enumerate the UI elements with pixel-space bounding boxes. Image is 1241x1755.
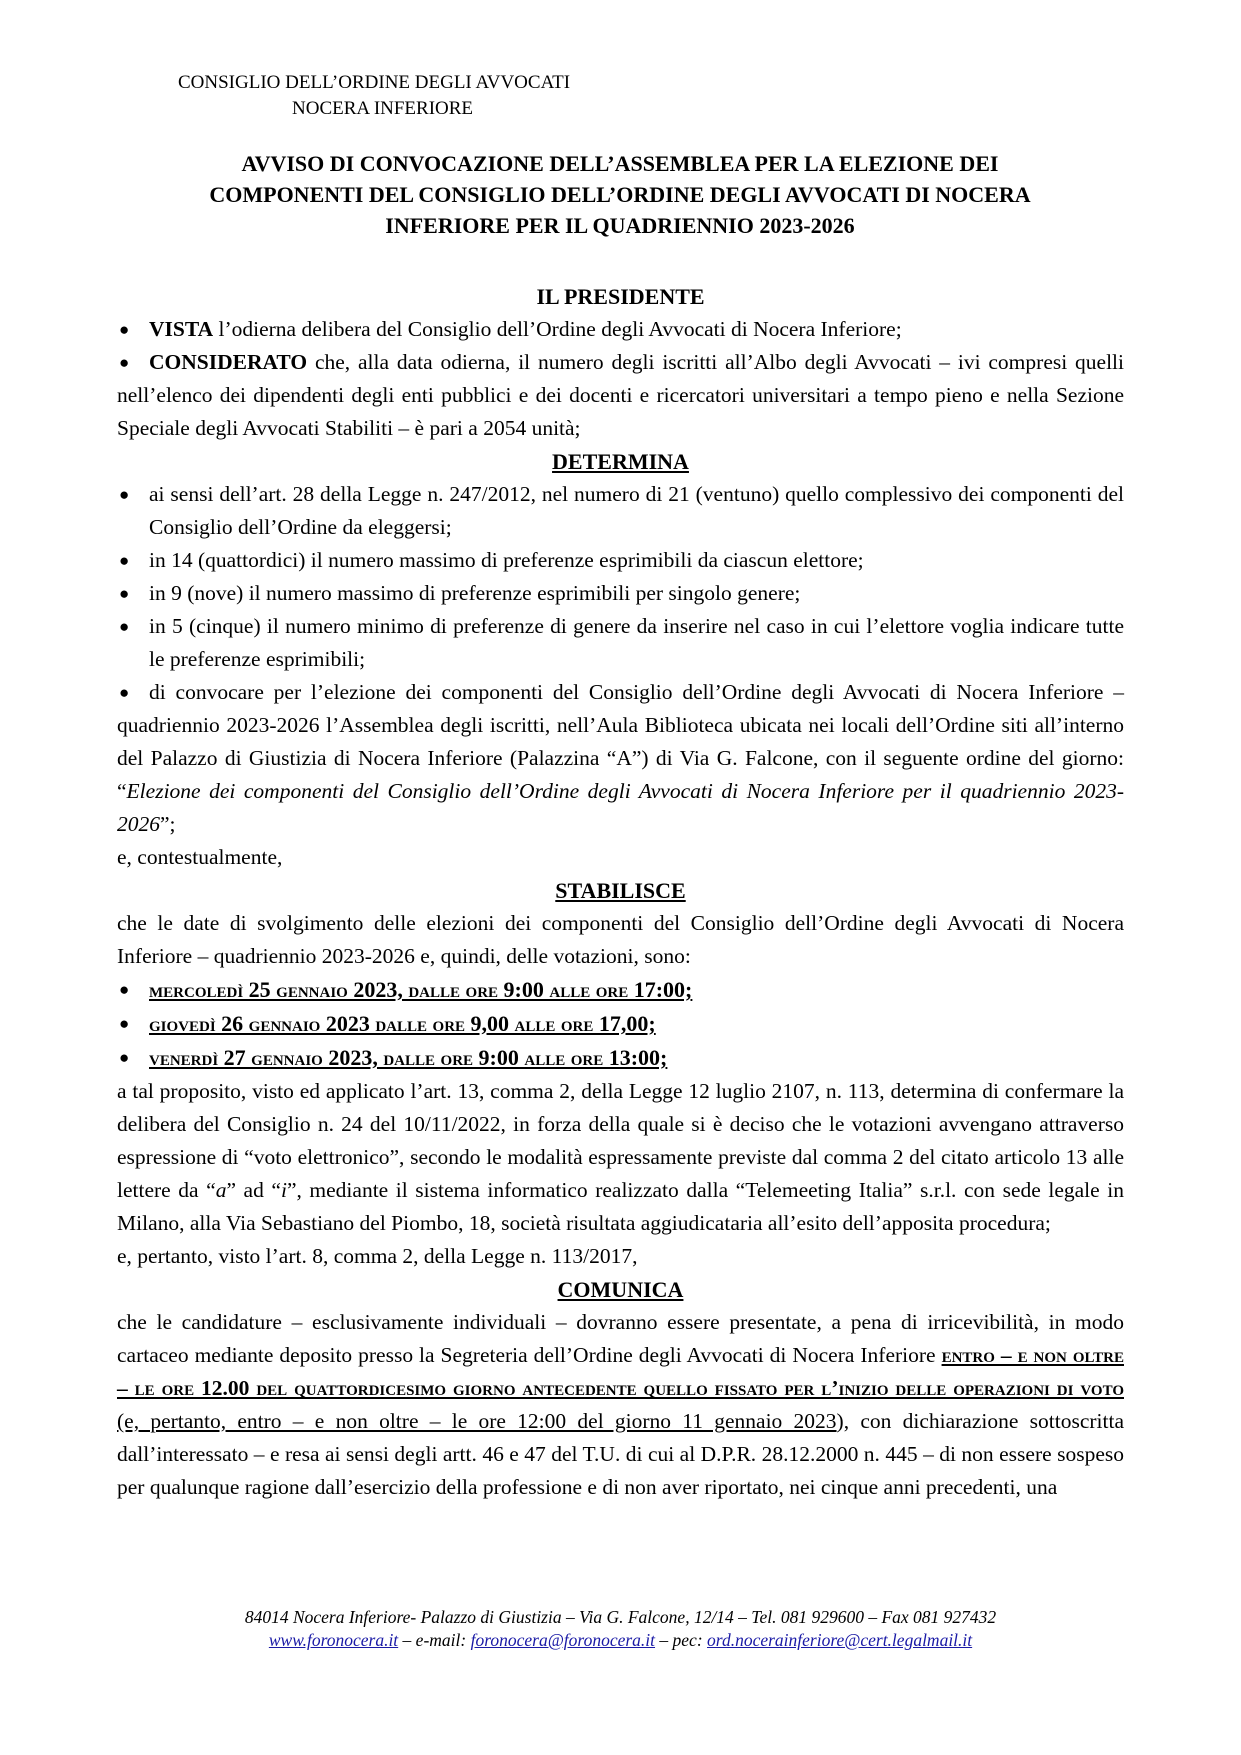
determina-item-text: in 14 (quattordici) il numero massimo di preferenze esprimibili da ciascun elettore; bbox=[149, 548, 864, 572]
comunica-text: ), con dichiarazione sottoscritta dall’interessato – e resa ai sensi degli artt. 46 e 47 del T.U. di cui al D.P.R. 28.12.2000 n. 445 – di non essere sospeso per qualunque ragione dall’esercizio della professione e di non aver riportato, nei cinque anni precedenti, una bbox=[117, 1409, 1124, 1499]
footer-contacts bbox=[0, 1628, 1241, 1652]
bullet-icon: ● bbox=[119, 683, 130, 702]
letter-i: i bbox=[280, 1178, 287, 1202]
bullet-considerato bbox=[117, 346, 1124, 445]
para-text: ” ad “ bbox=[226, 1178, 281, 1202]
pec-label: – pec: bbox=[655, 1630, 708, 1650]
determina-convoca bbox=[117, 676, 1124, 841]
email-label: – e-mail: bbox=[398, 1630, 471, 1650]
election-date bbox=[117, 1007, 1124, 1041]
election-date-text: mercoledì 25 gennaio 2023, dalle ore 9:00 alle ore 17:00; bbox=[149, 977, 693, 1002]
determina-item-text: in 5 (cinque) il numero minimo di preferenze di genere da inserire nel caso in cui l’elettore voglia indicare tutte le preferenze esprimibili; bbox=[149, 614, 1124, 671]
document-body bbox=[117, 280, 1124, 1504]
letter-a: a bbox=[215, 1178, 227, 1202]
header-line-2: NOCERA INFERIORE bbox=[292, 98, 474, 119]
para-text: a tal proposito, visto ed applicato l’art. 13, comma 2, della Legge 12 luglio 2107, n. 113, determina di confermare la delibera del Consiglio n. 24 del 10/11/2022, in forza della quale si è deciso che le votazioni avvengano attraverso espressione di “voto elettronico”, secondo le modalità espressamente previste dal comma 2 del citato articolo 13 alle lettere da “ bbox=[117, 1079, 1124, 1202]
determina-item bbox=[117, 478, 1124, 544]
bullet-icon: ● bbox=[119, 353, 130, 372]
title-line-2: COMPONENTI DEL CONSIGLIO DELL’ORDINE DEGLI AVVOCATI DI NOCERA bbox=[209, 182, 1031, 207]
bullet-icon: ● bbox=[119, 584, 130, 603]
heading-stabilisce: STABILISCE bbox=[555, 878, 686, 903]
determina-item bbox=[117, 577, 1124, 610]
bullet-icon: ● bbox=[119, 617, 130, 636]
deadline-date: (e, pertanto, entro – e non oltre – le ore 12:00 del giorno 11 gennaio 2023 bbox=[117, 1409, 837, 1433]
vista-text: l’odierna delibera del Consiglio dell’Ordine degli Avvocati di Nocera Inferiore; bbox=[213, 317, 902, 341]
convoca-end: ”; bbox=[160, 812, 176, 836]
voto-elettronico-paragraph bbox=[117, 1075, 1124, 1240]
election-date bbox=[117, 973, 1124, 1007]
election-date bbox=[117, 1041, 1124, 1075]
bullet-icon: ● bbox=[119, 980, 130, 999]
email-link[interactable]: foronocera@foronocera.it bbox=[470, 1630, 656, 1650]
contestualmente-text: e, contestualmente, bbox=[117, 845, 283, 869]
stabilisce-intro: che le date di svolgimento delle elezioni dei componenti del Consiglio dell’Ordine degli Avvocati di Nocera Inferiore – quadriennio 2023-2026 e, quindi, delle votazioni, sono: bbox=[117, 911, 1124, 968]
document-title bbox=[150, 148, 1090, 241]
title-line-3: INFERIORE PER IL QUADRIENNIO 2023-2026 bbox=[385, 213, 855, 238]
election-date-text: giovedì 26 gennaio 2023 dalle ore 9,00 alle ore 17,00; bbox=[149, 1011, 656, 1036]
determina-item bbox=[117, 610, 1124, 676]
pertanto-text: e, pertanto, visto l’art. 8, comma 2, della Legge n. 113/2017, bbox=[117, 1244, 638, 1268]
heading-determina: DETERMINA bbox=[552, 449, 689, 474]
pec-link[interactable]: ord.nocerainferiore@cert.legalmail.it bbox=[707, 1630, 973, 1650]
deadline-emphasis: entro – e non oltre – le ore 12.00 del quattordicesimo giorno antecedente quello fissato per l’inizio delle operazioni di voto bbox=[117, 1343, 1124, 1400]
bullet-vista bbox=[117, 313, 1124, 346]
determina-item bbox=[117, 544, 1124, 577]
comunica-paragraph bbox=[117, 1306, 1124, 1504]
footer-address: 84014 Nocera Inferiore- Palazzo di Giustizia – Via G. Falcone, 12/14 – Tel. 081 929600 – Fax 081 927432 bbox=[244, 1607, 997, 1627]
determina-item-text: ai sensi dell’art. 28 della Legge n. 247/2012, nel numero di 21 (ventuno) quello complessivo dei componenti del Consiglio dell’Ordine da eleggersi; bbox=[149, 482, 1124, 539]
determina-item-text: in 9 (nove) il numero massimo di preferenze esprimibili per singolo genere; bbox=[149, 581, 801, 605]
title-line-1: AVVISO DI CONVOCAZIONE DELL’ASSEMBLEA PER LA ELEZIONE DEI bbox=[241, 151, 999, 176]
heading-comunica: COMUNICA bbox=[557, 1277, 684, 1302]
comunica-text: che le candidature – esclusivamente individuali – dovranno essere presentate, a pena di irricevibilità, in modo cartaceo mediante deposito presso la Segreteria dell’Ordine degli Avvocati di Nocera Inferiore bbox=[117, 1310, 1124, 1367]
header-line-1: CONSIGLIO DELL’ORDINE DEGLI AVVOCATI bbox=[178, 72, 571, 93]
heading-presidente: IL PRESIDENTE bbox=[536, 284, 705, 309]
bullet-icon: ● bbox=[119, 1048, 130, 1067]
bullet-icon: ● bbox=[119, 1014, 130, 1033]
considerato-text: che, alla data odierna, il numero degli iscritti all’Albo degli Avvocati – ivi compresi quelli nell’elenco dei dipendenti degli enti pubblici e dei docenti e ricercatori universitari a tempo pieno e nella Sezione Speciale degli Avvocati Stabiliti – è pari a 2054 unità; bbox=[117, 350, 1124, 440]
election-date-text: venerdì 27 gennaio 2023, dalle ore 9:00 alle ore 13:00; bbox=[149, 1045, 668, 1070]
convoca-text: di convocare per l’elezione dei componenti del Consiglio dell’Ordine degli Avvocati di Nocera Inferiore – quadriennio 2023-2026 l’Assemblea degli iscritti, nell’Aula Biblioteca ubicata nei locali dell’Ordine siti all’interno del Palazzo di Giustizia di Nocera Inferiore (Palazzina “A”) di Via G. Falcone, con il seguente ordine del giorno: “ bbox=[117, 680, 1124, 803]
ordine-del-giorno: Elezione dei componenti del Consiglio dell’Ordine degli Avvocati di Nocera Inferiore per il quadriennio 2023-2026 bbox=[117, 779, 1124, 836]
website-link[interactable]: www.foronocera.it bbox=[268, 1630, 399, 1650]
para-text: ”, mediante il sistema informatico realizzato dalla “Telemeeting Italia” s.r.l. con sede legale in Milano, alla Via Sebastiano del Piombo, 18, società risultata aggiudicataria all’esito dell’apposita procedura; bbox=[117, 1178, 1124, 1235]
bullet-icon: ● bbox=[119, 485, 130, 504]
bullet-icon: ● bbox=[119, 551, 130, 570]
bullet-icon: ● bbox=[119, 320, 130, 339]
vista-bold: VISTA bbox=[149, 317, 214, 341]
considerato-bold: CONSIDERATO bbox=[149, 350, 308, 374]
